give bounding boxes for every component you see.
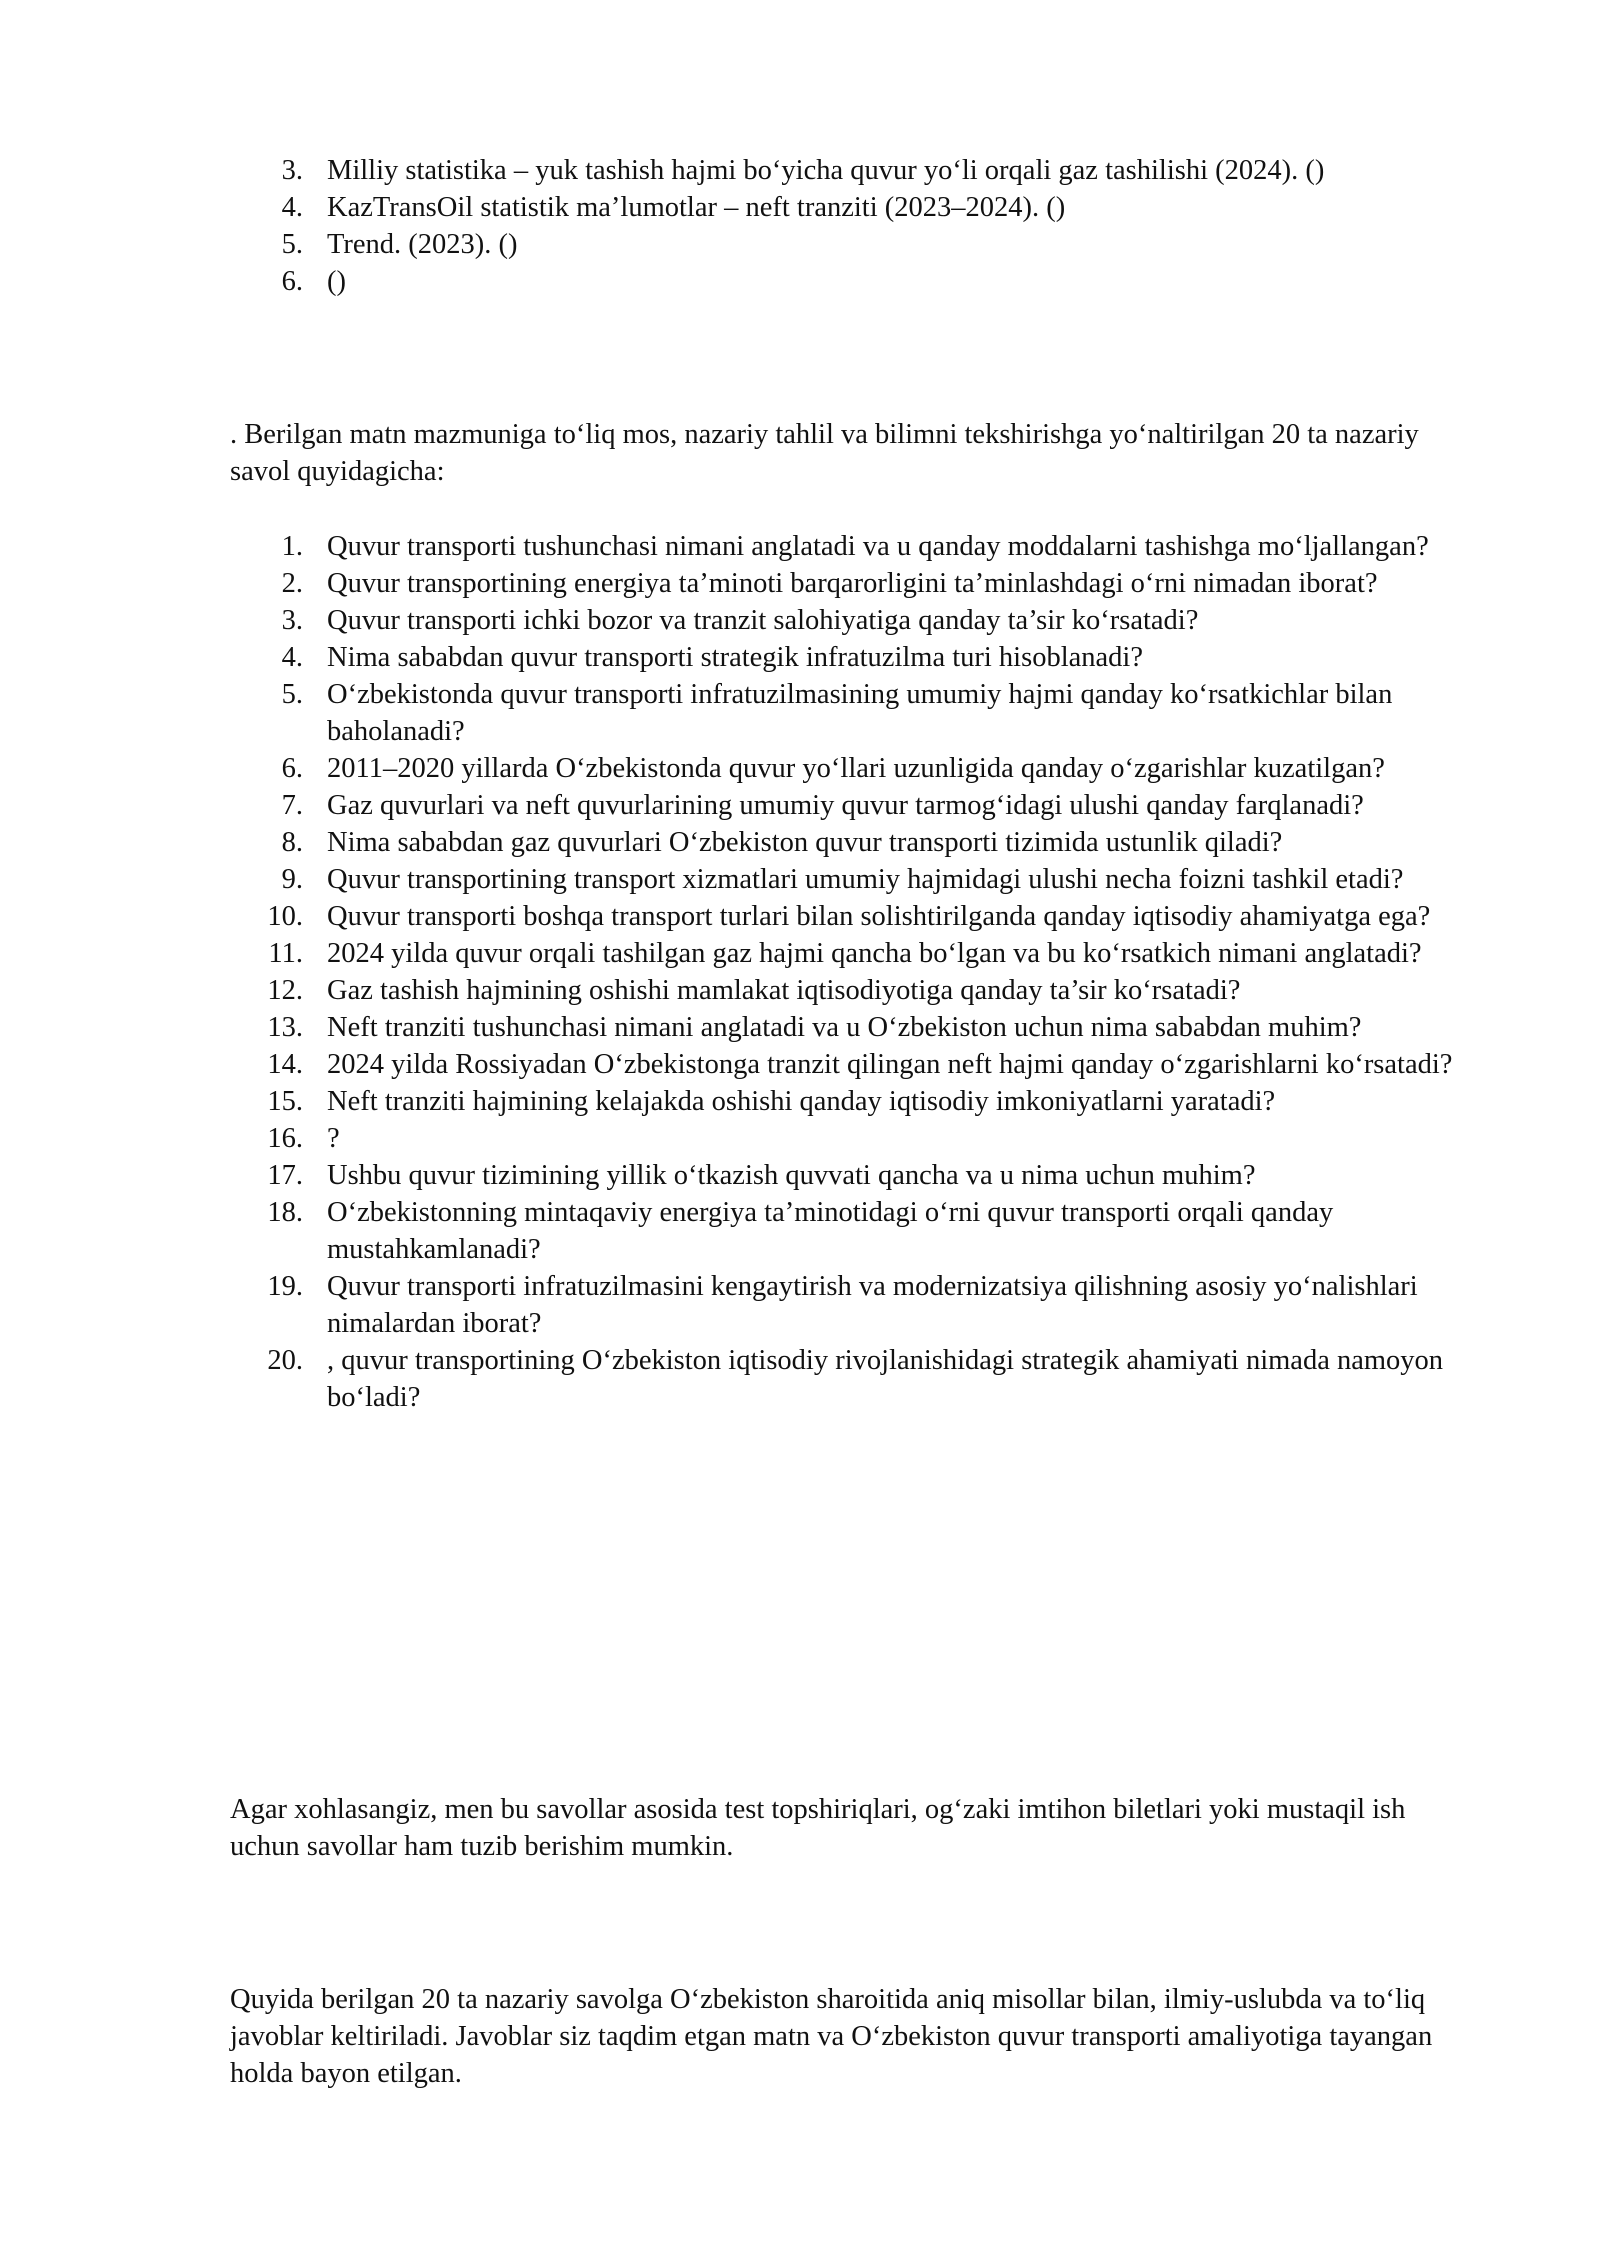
list-number: 16. [267, 1123, 303, 1154]
question-item [230, 972, 1480, 1009]
question-text: O‘zbekistonda quvur transporti infratuzilmasining umumiy hajmi qanday ko‘rsatkichlar bilan baholanadi? [327, 679, 1393, 747]
question-item [230, 639, 1480, 676]
question-text: Quvur transporti ichki bozor va tranzit salohiyatiga qanday ta’sir ko‘rsatadi? [327, 605, 1199, 636]
question-item [230, 1268, 1480, 1342]
offer-paragraph: Agar xohlasangiz, men bu savollar asosida test topshiriqlari, og‘zaki imtihon biletlari yoki mustaqil ish uchun savollar ham tuzib berishim mumkin. [230, 1794, 1406, 1862]
list-number: 8. [281, 827, 303, 858]
question-list [230, 528, 1480, 1416]
question-item [230, 824, 1480, 861]
question-item [230, 1157, 1480, 1194]
reference-item [230, 226, 1480, 263]
question-item [230, 750, 1480, 787]
question-text: Quvur transportining energiya ta’minoti barqarorligini ta’minlashdagi o‘rni nimadan iborat? [327, 568, 1378, 599]
list-number: 19. [267, 1271, 303, 1302]
list-number: 5. [281, 229, 303, 260]
question-item [230, 602, 1480, 639]
list-number: 12. [267, 975, 303, 1006]
list-number: 7. [281, 790, 303, 821]
question-text: Quvur transportining transport xizmatlari umumiy hajmidagi ulushi necha foizni tashkil etadi? [327, 864, 1404, 895]
question-text: Quvur transporti infratuzilmasini kengaytirish va modernizatsiya qilishning asosiy yo‘nalishlari nimalardan iborat? [327, 1271, 1418, 1339]
question-item [230, 898, 1480, 935]
question-text: ? [327, 1123, 340, 1154]
question-item [230, 1009, 1480, 1046]
question-text: 2024 yilda quvur orqali tashilgan gaz hajmi qancha bo‘lgan va bu ko‘rsatkich nimani anglatadi? [327, 938, 1422, 969]
question-item [230, 676, 1480, 750]
question-item [230, 1194, 1480, 1268]
reference-text: KazTransOil statistik ma’lumotlar – neft tranziti (2023–2024). () [327, 192, 1066, 223]
list-number: 15. [267, 1086, 303, 1117]
intro-paragraph: . Berilgan matn mazmuniga to‘liq mos, nazariy tahlil va bilimni tekshirishga yo‘naltirilgan 20 ta nazariy savol quyidagicha: [230, 419, 1419, 487]
question-text: 2011–2020 yillarda O‘zbekistonda quvur yo‘llari uzunligida qanday o‘zgarishlar kuzatilgan? [327, 753, 1385, 784]
question-text: Nima sababdan quvur transporti strategik infratuzilma turi hisoblanadi? [327, 642, 1143, 673]
list-number: 18. [267, 1197, 303, 1228]
question-text: Gaz tashish hajmining oshishi mamlakat iqtisodiyotiga qanday ta’sir ko‘rsatadi? [327, 975, 1241, 1006]
reference-item [230, 189, 1480, 226]
list-number: 1. [281, 531, 303, 562]
question-text: Quvur transporti boshqa transport turlari bilan solishtirilganda qanday iqtisodiy ahamiyatga ega? [327, 901, 1431, 932]
list-number: 10. [267, 901, 303, 932]
question-item [230, 1083, 1480, 1120]
question-text: Quvur transporti tushunchasi nimani anglatadi va u qanday moddalarni tashishga mo‘ljallangan? [327, 531, 1429, 562]
question-item [230, 528, 1480, 565]
list-number: 2. [281, 568, 303, 599]
reference-text: Trend. (2023). () [327, 229, 518, 260]
question-item [230, 1046, 1480, 1083]
list-number: 3. [281, 155, 303, 186]
reference-item [230, 263, 1480, 300]
list-number: 5. [281, 679, 303, 710]
question-item [230, 935, 1480, 972]
list-number: 4. [281, 192, 303, 223]
question-item [230, 565, 1480, 602]
question-text: , quvur transportining O‘zbekiston iqtisodiy rivojlanishidagi strategik ahamiyati nimada namoyon bo‘ladi? [327, 1345, 1444, 1413]
question-item [230, 787, 1480, 824]
list-number: 11. [268, 938, 303, 969]
reference-text: () [327, 266, 346, 297]
question-text: O‘zbekistonning mintaqaviy energiya ta’minotidagi o‘rni quvur transporti orqali qanday mustahkamlanadi? [327, 1197, 1334, 1265]
reference-list [230, 152, 1480, 300]
list-number: 20. [267, 1345, 303, 1376]
reference-item [230, 152, 1480, 189]
question-text: Gaz quvurlari va neft quvurlarining umumiy quvur tarmog‘idagi ulushi qanday farqlanadi? [327, 790, 1364, 821]
list-number: 6. [281, 753, 303, 784]
question-text: Nima sababdan gaz quvurlari O‘zbekiston quvur transporti tizimida ustunlik qiladi? [327, 827, 1283, 858]
question-text: 2024 yilda Rossiyadan O‘zbekistonga tranzit qilingan neft hajmi qanday o‘zgarishlarni ko‘rsatadi? [327, 1049, 1453, 1080]
list-number: 4. [281, 642, 303, 673]
list-number: 9. [281, 864, 303, 895]
question-item [230, 1120, 1480, 1157]
list-number: 17. [267, 1160, 303, 1191]
question-text: Neft tranziti hajmining kelajakda oshishi qanday iqtisodiy imkoniyatlarni yaratadi? [327, 1086, 1276, 1117]
question-item [230, 1342, 1480, 1416]
list-number: 13. [267, 1012, 303, 1043]
list-number: 3. [281, 605, 303, 636]
question-item [230, 861, 1480, 898]
question-text: Ushbu quvur tizimining yillik o‘tkazish quvvati qancha va u nima uchun muhim? [327, 1160, 1256, 1191]
reference-text: Milliy statistika – yuk tashish hajmi bo‘yicha quvur yo‘li orqali gaz tashilishi (2024). () [327, 155, 1325, 186]
answers-intro-paragraph: Quyida berilgan 20 ta nazariy savolga O‘zbekiston sharoitida aniq misollar bilan, ilmiy-uslubda va to‘liq javoblar keltiriladi. Javoblar siz taqdim etgan matn va O‘zbekiston quvur transporti amaliyotiga tayangan holda bayon etilgan. [230, 1984, 1433, 2089]
list-number: 6. [281, 266, 303, 297]
list-number: 14. [267, 1049, 303, 1080]
question-text: Neft tranziti tushunchasi nimani anglatadi va u O‘zbekiston uchun nima sababdan muhim? [327, 1012, 1362, 1043]
